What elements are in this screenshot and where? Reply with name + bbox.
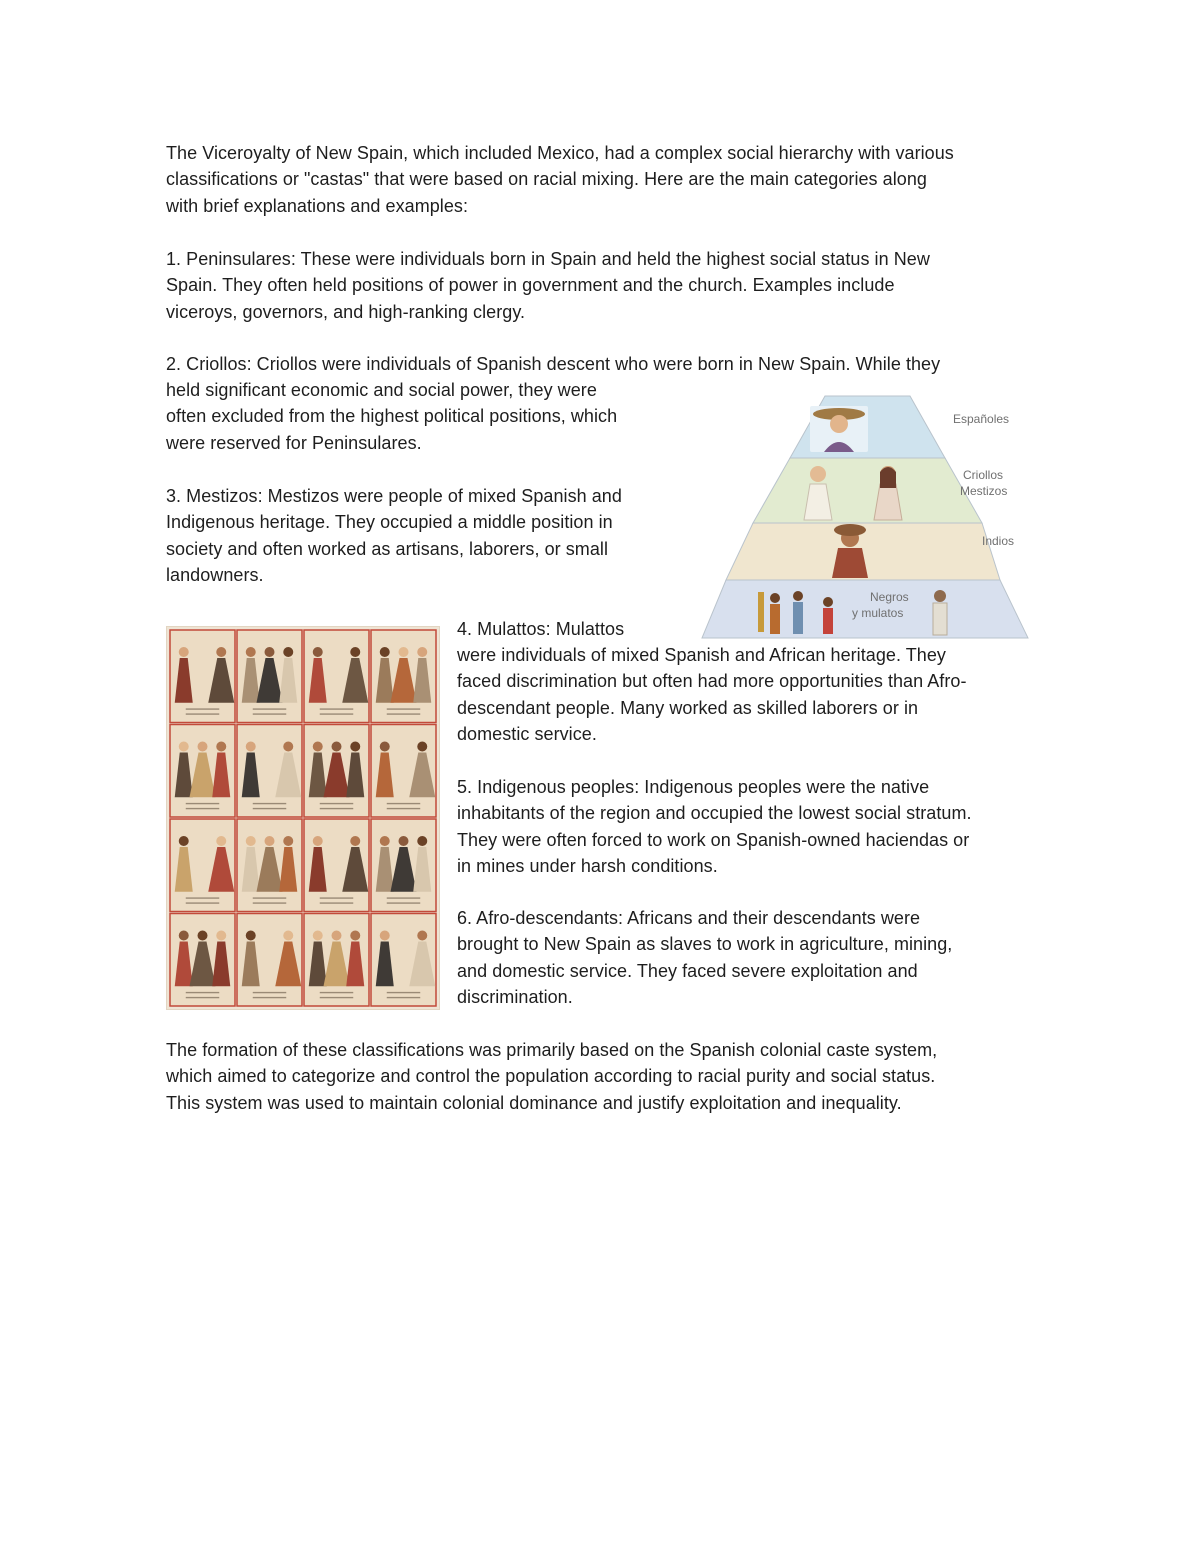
text-line: society and often worked as artisans, laborers, or small (166, 538, 608, 559)
castas-panel (170, 914, 235, 1007)
criollos-paragraph-rest (166, 377, 686, 456)
castas-panel (304, 914, 369, 1007)
mestizos-paragraph (166, 483, 666, 589)
castas-panel (371, 630, 436, 723)
text-line: with brief explanations and examples: (166, 195, 469, 216)
text-line: were reserved for Peninsulares. (166, 432, 422, 453)
text-line: 2. Criollos: Criollos were individuals of Spanish descent who were born in New Spain. While they (166, 354, 941, 374)
social-pyramid-svg (700, 392, 1030, 640)
text-line: The Viceroyalty of New Spain, which included Mexico, had a complex social hierarchy with various (166, 143, 954, 163)
text-line: often excluded from the highest political positions, which (166, 406, 618, 427)
mulattos-paragraph-rest (457, 642, 1047, 748)
pyramid-label-mestizos: Mestizos (960, 484, 1008, 498)
indio-figure (832, 524, 868, 578)
pyramid-label-negros: Negros (870, 590, 909, 604)
castas-panel (170, 819, 235, 912)
intro-paragraph (166, 140, 1036, 219)
text-line: which aimed to categorize and control the population according to racial purity and social status. (166, 1066, 936, 1087)
text-line: 6. Afro-descendants: Africans and their descendants were (457, 908, 921, 928)
text-line: The formation of these classifications was primarily based on the Spanish colonial caste system, (166, 1040, 938, 1060)
castas-painting-image (166, 626, 440, 1010)
castas-painting-svg (166, 626, 440, 1010)
castas-panel (371, 819, 436, 912)
text-line: They were often forced to work on Spanish-owned haciendas or (457, 829, 970, 850)
pyramid-label-espanoles: Españoles (953, 412, 1010, 426)
text-line: Indigenous heritage. They occupied a middle position in (166, 512, 613, 533)
castas-panel (304, 630, 369, 723)
pyramid-label-indios: Indios (982, 534, 1015, 548)
text-line: faced discrimination but often had more opportunities than Afro- (457, 671, 967, 692)
text-line: discrimination. (457, 987, 573, 1008)
text-line: descendant people. Many worked as skilled laborers or in (457, 697, 919, 718)
text-line: landowners. (166, 565, 264, 586)
text-line: held significant economic and social power, they were (166, 380, 597, 400)
mulattos-paragraph-first-line (457, 616, 707, 642)
castas-panel (371, 725, 436, 818)
castas-panel (237, 725, 302, 818)
pyramid-label-mulatos: y mulatos (852, 606, 904, 620)
castas-panel (237, 914, 302, 1007)
indigenous-paragraph (457, 774, 1047, 880)
espanol-figure (810, 406, 868, 452)
social-pyramid-figure (700, 392, 1030, 640)
castas-panel (371, 914, 436, 1007)
pyramid-label-criollos: Criollos (963, 468, 1004, 482)
text-line: viceroys, governors, and high-ranking clergy. (166, 301, 526, 322)
castas-panel (170, 630, 235, 723)
text-line: 3. Mestizos: Mestizos were people of mixed Spanish and (166, 486, 622, 506)
afro-descendants-paragraph (457, 905, 1047, 1011)
text-line: inhabitants of the region and occupied the lowest social stratum. (457, 803, 972, 824)
text-line: 5. Indigenous peoples: Indigenous peoples were the native (457, 777, 930, 797)
text-line: in mines under harsh conditions. (457, 856, 718, 877)
pyramid-tier-criollos-mestizos (753, 458, 982, 523)
text-line: This system was used to maintain colonial dominance and justify exploitation and inequality. (166, 1092, 902, 1113)
criollos-paragraph-first-line (166, 351, 1036, 377)
text-line: and domestic service. They faced severe exploitation and (457, 960, 918, 981)
text-line: 4. Mulattos: Mulattos (457, 619, 625, 639)
text-line: domestic service. (457, 724, 597, 745)
castas-panel (237, 819, 302, 912)
text-line: Spain. They often held positions of power in government and the church. Examples include (166, 275, 895, 296)
closing-paragraph (166, 1037, 1046, 1116)
peninsulares-paragraph (166, 246, 1026, 325)
castas-panel (170, 725, 235, 818)
text-line: 1. Peninsulares: These were individuals born in Spain and held the highest social status in New (166, 249, 930, 269)
text-line: were individuals of mixed Spanish and African heritage. They (457, 645, 946, 665)
castas-panel (304, 725, 369, 818)
castas-panel (237, 630, 302, 723)
castas-panel (304, 819, 369, 912)
text-line: brought to New Spain as slaves to work in agriculture, mining, (457, 934, 953, 955)
text-line: classifications or "castas" that were based on racial mixing. Here are the main categories along (166, 169, 927, 190)
